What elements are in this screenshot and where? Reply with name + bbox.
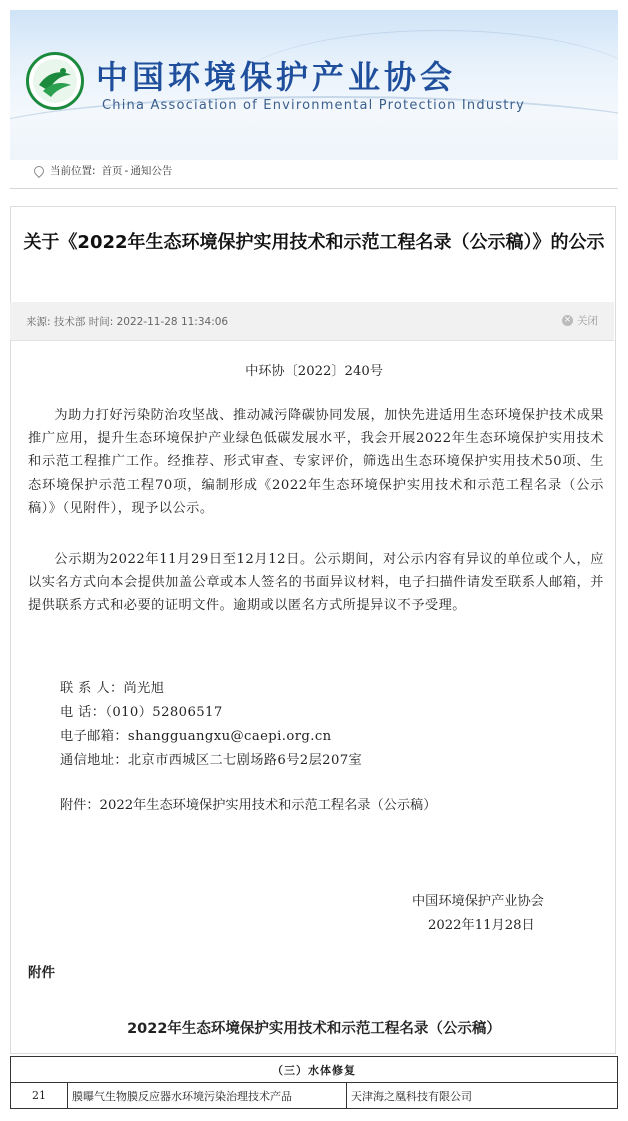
close-label: 关闭 xyxy=(577,315,598,327)
breadcrumb-current[interactable]: 通知公告 xyxy=(130,165,173,177)
breadcrumb-home-link[interactable]: 首页 xyxy=(101,165,123,177)
site-header-banner xyxy=(10,10,618,160)
directory-table xyxy=(10,1056,618,1109)
table-row xyxy=(11,1083,618,1109)
org-name-cn: 中国环境保护产业协会 xyxy=(96,58,457,96)
contact-person: 联 系 人：尚光旭 xyxy=(60,681,165,696)
org-name-en: China Association of Environmental Protection Industry xyxy=(102,98,525,113)
table-section-row xyxy=(11,1057,618,1083)
article-title: 关于《2022年生态环境保护实用技术和示范工程名录（公示稿）》的公示 xyxy=(23,232,605,253)
table-cell-company: 天津海之凰科技有限公司 xyxy=(347,1083,618,1109)
article-meta: 来源: 技术部 时间: 2022-11-28 11:34:06 xyxy=(26,316,229,328)
table-cell-name: 膜曝气生物膜反应器水环境污染治理技术产品 xyxy=(68,1083,347,1109)
appendix-label: 附件 xyxy=(28,965,55,981)
close-button[interactable] xyxy=(562,313,598,328)
document-number: 中环协〔2022〕240号 xyxy=(245,364,383,379)
appendix-title: 2022年生态环境保护实用技术和示范工程名录（公示稿） xyxy=(127,1021,501,1037)
signature-org: 中国环境保护产业协会 xyxy=(412,894,544,909)
body-paragraph: 公示期为2022年11月29日至12月12日。公示期间，对公示内容有异议的单位或个人，应以实名方式向本会提供加盖公章或本人签名的书面异议材料，电子扫描件请发至联系人邮箱，并提供联系方式和必要的证明文件。逾期或以匿名方式所提异议不予受理。 xyxy=(28,552,604,614)
attachment-line[interactable]: 附件：2022年生态环境保护实用技术和示范工程名录（公示稿） xyxy=(60,798,437,813)
contact-email[interactable]: 电子邮箱：shangguangxu@caepi.org.cn xyxy=(60,729,332,744)
table-cell-number: 21 xyxy=(11,1083,68,1109)
close-icon: × xyxy=(563,315,572,325)
article-meta-bar xyxy=(10,302,614,341)
caepi-logo-icon[interactable] xyxy=(26,52,84,110)
location-pin-icon xyxy=(32,163,46,177)
table-section-header: （三）水体修复 xyxy=(11,1057,618,1083)
signature-date: 2022年11月28日 xyxy=(428,918,535,933)
breadcrumb xyxy=(34,163,172,178)
body-paragraph: 为助力打好污染防治攻坚战、推动减污降碳协同发展，加快先进适用生态环境保护技术成果推广应用，提升生态环境保护产业绿色低碳发展水平，我会开展2022年生态环境保护实用技术和示范工程推广工作。经推荐、形式审查、专家评价，筛选出生态环境保护实用技术50项、生态环境保护示范工程70项，编制形成《2022年生态环境保护实用技术和示范工程名录（公示稿）》（见附件），现予以公示。 xyxy=(28,408,604,516)
breadcrumb-prefix: 当前位置: xyxy=(50,165,96,177)
breadcrumb-separator: - xyxy=(124,164,129,177)
contact-phone: 电 话：（010）52806517 xyxy=(60,705,223,720)
contact-address: 通信地址：北京市西城区二七剧场路6号2层207室 xyxy=(60,753,363,768)
breadcrumb-bar xyxy=(10,160,618,189)
